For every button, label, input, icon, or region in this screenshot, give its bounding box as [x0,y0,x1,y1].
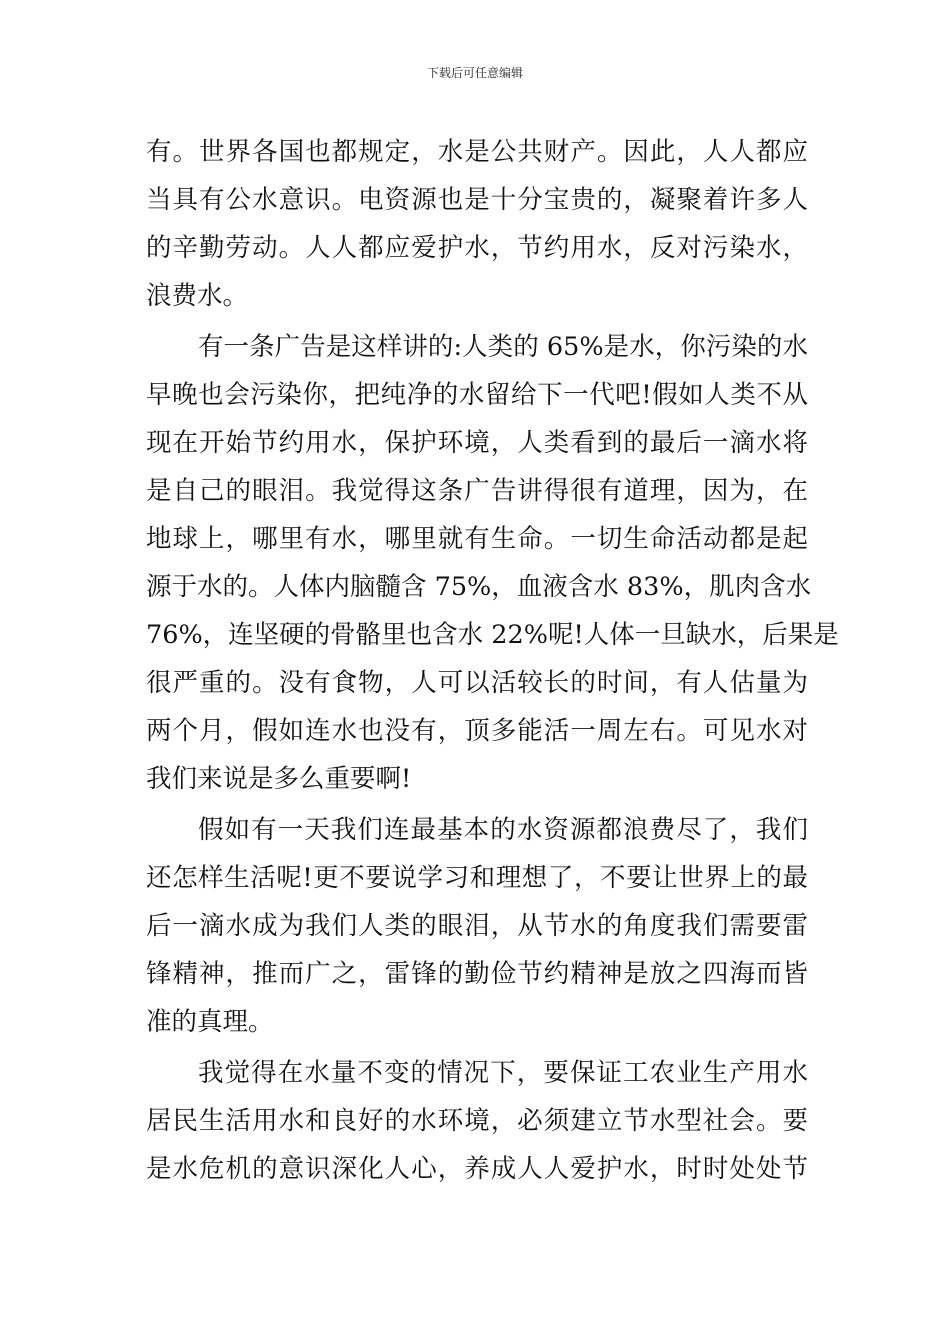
text-line: 是自己的眼泪。我觉得这条广告讲得很有道理，因为，在 [146,476,808,506]
text-line: 锋精神，推而广之，雷锋的勤俭节约精神是放之四海而皆 [146,959,808,989]
text-line: 居民生活用水和良好的水环境，必须建立节水型社会。要 [146,1106,808,1136]
text-line: 假如有一天我们连最基本的水资源都浪费尽了，我们 [198,815,808,845]
text-line: 是水危机的意识深化人心，养成人人爱护水，时时处处节 [146,1154,808,1184]
text-line: 当具有公水意识。电资源也是十分宝贵的，凝聚着许多人 [146,185,808,215]
text-line: 我们来说是多么重要啊! [146,764,412,794]
text-line: 很严重的。没有食物，人可以活较长的时间，有人估量为 [146,668,808,698]
text-line: 后一滴水成为我们人类的眼泪，从节水的角度我们需要雷 [146,911,808,941]
paragraph-4 [146,1049,808,1193]
text-line: 有。世界各国也都规定，水是公共财产。因此，人人都应 [146,137,808,167]
document-body [146,128,839,1193]
text-line: 两个月，假如连水也没有，顶多能活一周左右。可见水对 [146,716,808,746]
text-line: 还怎样生活呢!更不要说学习和理想了，不要让世界上的最 [146,863,808,893]
page-header: 下载后可任意编辑 [426,66,523,80]
text-line: 现在开始节约用水，保护环境，人类看到的最后一滴水将 [146,428,808,458]
paragraph-3 [146,806,808,1046]
text-line: 浪费水。 [146,281,249,311]
text-line: 有一条广告是这样讲的:人类的 65%是水，你污染的水 [198,332,808,362]
text-line: 地球上，哪里有水，哪里就有生命。一切生命活动都是起 [146,524,808,554]
text-line: 的辛勤劳动。人人都应爱护水，节约用水，反对污染水， [146,233,808,263]
text-line: 76%，连坚硬的骨骼里也含水 22%呢!人体一旦缺水，后果是 [146,620,839,650]
paragraph-1 [146,128,808,320]
text-line: 源于水的。人体内脑髓含 75%，血液含水 83%，肌肉含水 [146,572,812,602]
text-line: 准的真理。 [146,1007,274,1037]
text-line: 早晚也会污染你，把纯净的水留给下一代吧!假如人类不从 [146,380,808,410]
text-line: 我觉得在水量不变的情况下，要保证工农业生产用水 [198,1058,808,1088]
paragraph-2 [146,323,839,803]
